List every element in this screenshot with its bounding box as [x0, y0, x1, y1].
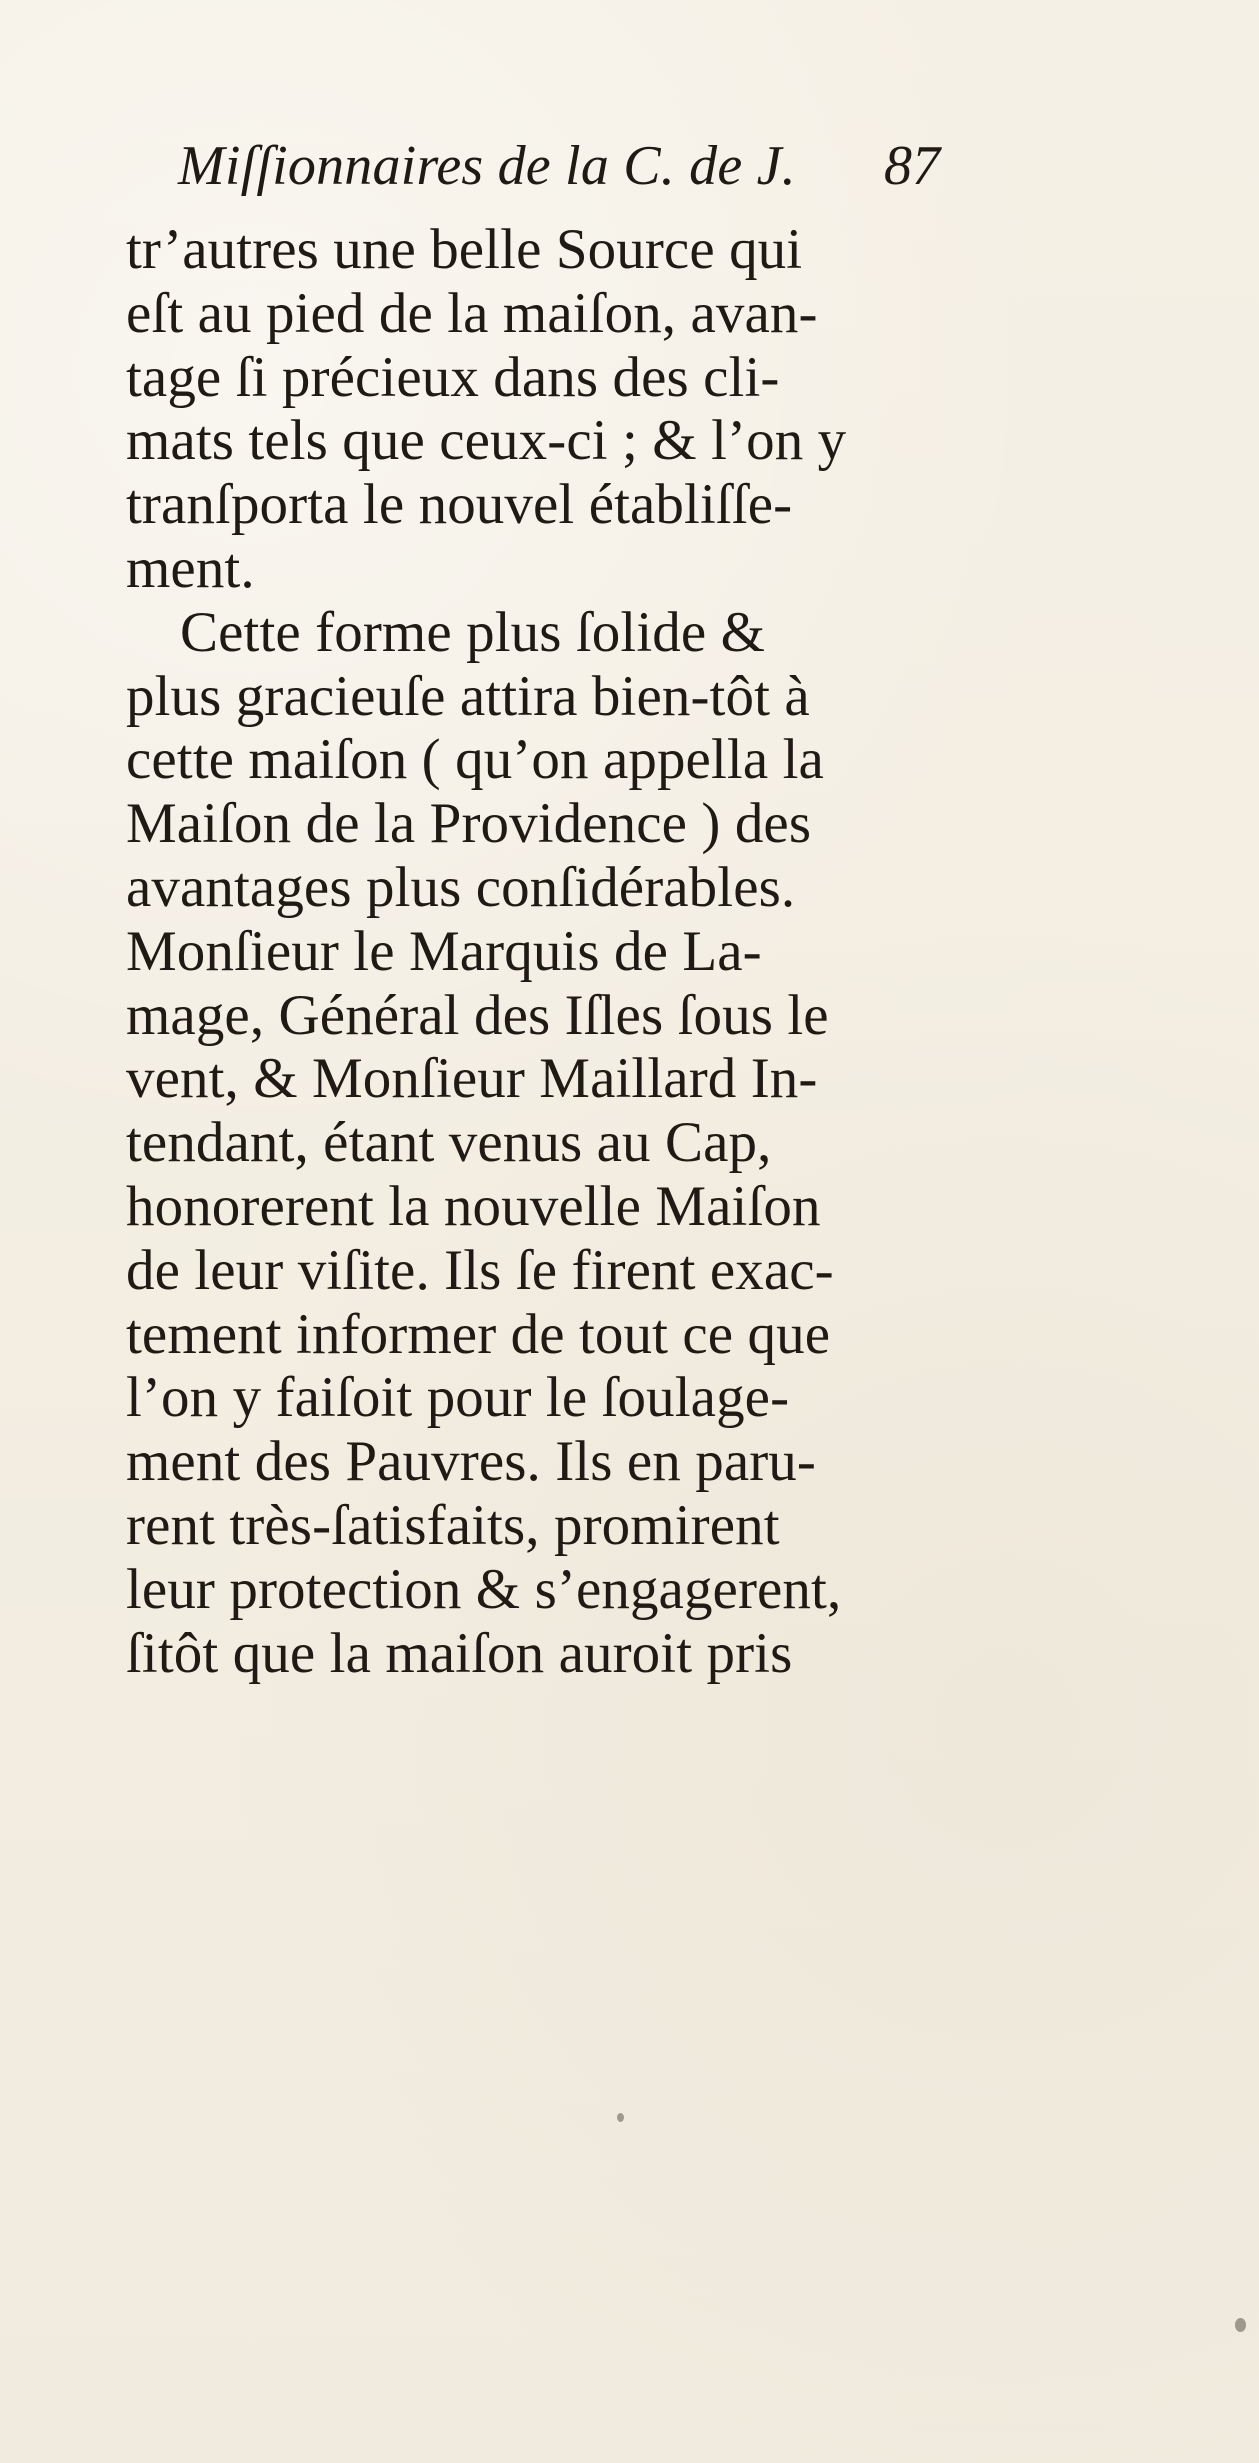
text-line: plus gracieuſe attira bien-tôt à: [126, 664, 810, 728]
text-line: vent, & Monſieur Maillard In-: [126, 1047, 818, 1111]
text-line: de leur viſite. Ils ſe firent exac-: [126, 1238, 834, 1302]
text-line: honorerent la nouvelle Maiſon: [126, 1174, 821, 1238]
text-line: ſitôt que la maiſon auroit pris: [126, 1621, 793, 1685]
text-line: cette maiſon ( qu’on appella la: [126, 728, 824, 792]
paper-speck: [1235, 2318, 1246, 2332]
text-line: rent très-ſatisfaits, promirent: [126, 1493, 780, 1557]
text-line: mage, Général des Iſles ſous le: [126, 983, 829, 1047]
text-line: avantages plus conſidérables.: [126, 855, 796, 919]
text-line: ment.: [126, 536, 255, 600]
text-line: tr’autres une belle Source qui: [126, 218, 803, 281]
running-header: [126, 135, 1136, 210]
text-line: Maiſon de la Providence ) des: [126, 792, 812, 856]
text-line: l’on y faiſoit pour le ſoulage-: [126, 1366, 790, 1430]
text-line: tement informer de tout ce que: [126, 1302, 831, 1366]
body-text: [126, 218, 1136, 1685]
text-line: mats tels que ceux-ci ; & l’on y: [126, 409, 847, 473]
page-content: [126, 135, 1136, 1685]
text-line: eſt au pied de la maiſon, avan-: [126, 281, 818, 345]
page-number: 87: [884, 135, 940, 197]
paper-speck: [617, 2113, 624, 2122]
text-line: Monſieur le Marquis de La-: [126, 919, 762, 983]
text-line: ment des Pauvres. Ils en paru-: [126, 1430, 816, 1494]
text-line: tendant, étant venus au Cap,: [126, 1111, 772, 1175]
text-line: leur protection & s’engagerent,: [126, 1557, 842, 1621]
text-line: tage ſi précieux dans des cli-: [126, 345, 780, 409]
paragraph-start-line: Cette forme plus ſolide &: [180, 600, 766, 664]
running-title: Miſſionnaires de la C. de J.: [178, 135, 796, 197]
text-line: tranſporta le nouvel établiſſe-: [126, 473, 793, 537]
